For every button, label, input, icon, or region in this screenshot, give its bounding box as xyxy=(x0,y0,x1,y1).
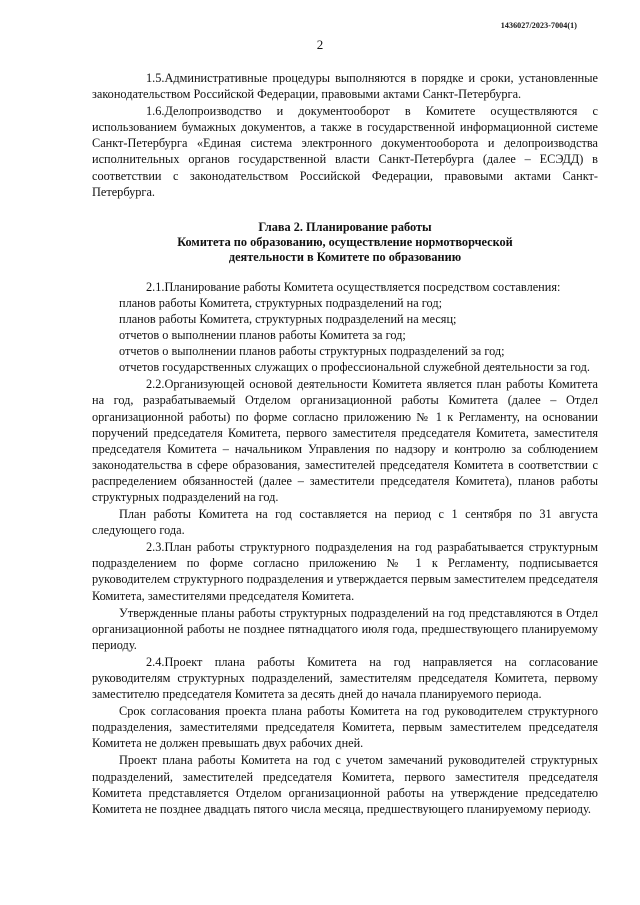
document-registration-number: 1436027/2023-7004(1) xyxy=(500,21,577,30)
clause-number: 2.4. xyxy=(146,654,165,669)
clause-number: 1.6. xyxy=(146,104,165,119)
clause-number: 2.3. xyxy=(146,540,165,555)
page-number: 2 xyxy=(316,37,324,52)
paragraph-2-2 xyxy=(92,376,598,505)
clause-text: Делопроизводство и документооборот в Комитете осуществляются с использованием бумажных документов, а также в государственной информационной системе Санкт-Петербурга «Единая система электронного документооборота и делопроизводства исполнительных органов государственной власти Санкт-Петербурга (далее – ЕСЭДД) в соответствии с законодательством Российской Федерации, правовыми актами Санкт-Петербурга. xyxy=(92,104,598,199)
clause-text: Проект плана работы Комитета на год направляется на согласование руководителям структурных подразделений, заместителям председателя Комитета, первому заместителю председателя Комитета за десять дней до начала планируемого периода. xyxy=(92,654,598,702)
paragraph-1-5 xyxy=(92,70,598,102)
chapter-title-line-2: Комитета по образованию, осуществление нормотворческой xyxy=(177,234,513,249)
paragraph-2-4 xyxy=(92,654,598,702)
planning-documents-list xyxy=(92,295,598,375)
clause-text: План работы структурного подразделения на год разрабатывается структурным подразделением по форме согласно приложению № 1 к Регламенту, подписывается руководителем структурного подразделения и утверждается первым заместителем председателя Комитета, заместителями председателя Комитета. xyxy=(92,540,598,603)
paragraph-1-6 xyxy=(92,103,598,200)
clause-number: 1.5. xyxy=(146,71,165,85)
list-item: отчетов государственных служащих о профессиональной служебной деятельности за год. xyxy=(119,360,590,375)
paragraph-2-4-extra-1: Срок согласования проекта плана работы Комитета на год руководителем структурного подразделения, заместителями председателя Комитета, первым заместителем председателя Комитета не должен превышать двух рабочих дней. xyxy=(92,704,598,751)
list-item: планов работы Комитета, структурных подразделений на месяц; xyxy=(119,311,457,326)
chapter-heading xyxy=(92,220,598,265)
clause-text: Административные процедуры выполняются в порядке и сроки, установленные законодательством Российской Федерации, правовыми актами Санкт-Петербурга. xyxy=(92,71,598,102)
chapter-title-line-3: деятельности в Комитете по образованию xyxy=(228,249,462,264)
paragraph-2-3 xyxy=(92,539,598,603)
paragraph-2-2-extra: План работы Комитета на год составляется на период с 1 сентября по 31 августа следующего года. xyxy=(92,507,598,538)
paragraph-2-4-extra-2: Проект плана работы Комитета на год с учетом замечаний руководителей структурных подразделений, заместителей председателя Комитета, первого заместителя председателя Комитета представляется Отделом организационной работы на утверждение председателю Комитета не позднее двадцать пятого числа месяца, предшествующего планируемому периоду. xyxy=(92,753,598,816)
list-item: отчетов о выполнении планов работы Комитета за год; xyxy=(119,328,406,343)
paragraph-2-1 xyxy=(92,279,598,295)
clause-text: Организующей основой деятельности Комитета является план работы Комитета на год, разрабатываемый Отделом организационной работы Комитета (далее – Отдел организационной работы) по форме согласно приложению № 1 к Регламенту, на основании поручений председателя Комитета, первого заместителя председателя Комитета, заместителя председателя Комитета – начальником Управления по надзору и контролю за соблюдением законодательства в сфере образования, заместителей председателя Комитета в соответствии с распределением обязанностей (далее – заместители председателя Комитета), планов работы структурных подразделений на год. xyxy=(92,377,598,504)
list-item: планов работы Комитета, структурных подразделений на год; xyxy=(119,295,442,310)
document-body xyxy=(92,70,598,817)
clause-number: 2.2. xyxy=(146,377,165,392)
chapter-title-line-1: Глава 2. Планирование работы xyxy=(258,219,432,234)
clause-text: Планирование работы Комитета осуществляется посредством составления: xyxy=(164,279,561,294)
clause-number: 2.1. xyxy=(146,279,165,294)
list-item: отчетов о выполнении планов работы структурных подразделений за год; xyxy=(119,344,505,359)
paragraph-2-3-extra: Утвержденные планы работы структурных подразделений на год представляются в Отдел организационной работы не позднее пятнадцатого июля года, предшествующего планируемому периоду. xyxy=(92,605,598,652)
